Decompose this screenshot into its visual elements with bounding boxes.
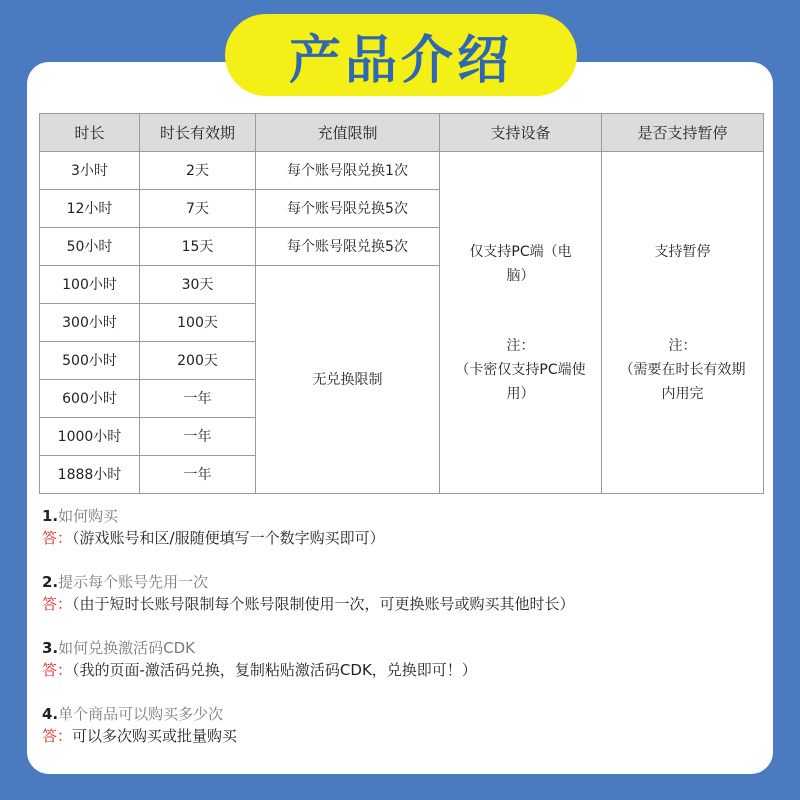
page-title: 产品介绍: [288, 30, 513, 91]
validity-cell: 7天: [140, 190, 256, 228]
limit-cell: 每个账号限兑换1次: [256, 152, 440, 190]
faq-answer: [42, 593, 762, 615]
table-row: [40, 152, 764, 190]
table-header-row: [40, 114, 764, 152]
header-device: 支持设备: [440, 114, 602, 152]
duration-cell: 12小时: [40, 190, 140, 228]
faq-answer-text: （由于短时长账号限制每个账号限制使用一次，可更换账号或购买其他时长）: [72, 595, 575, 613]
validity-cell: 2天: [140, 152, 256, 190]
faq-answer-label: 答：: [42, 529, 73, 547]
title-banner: [225, 14, 577, 96]
faq-answer: [42, 527, 762, 549]
header-pause: 是否支持暂停: [602, 114, 764, 152]
product-table: [39, 113, 764, 494]
duration-cell: 1000小时: [40, 418, 140, 456]
header-validity: 时长有效期: [140, 114, 256, 152]
faq-number: 2.: [42, 573, 59, 591]
faq-number: 4.: [42, 705, 59, 723]
faq-answer: [42, 725, 762, 747]
faq-answer-label: 答：: [42, 661, 73, 679]
faq-question-text: 单个商品可以购买多少次: [58, 705, 224, 723]
pause-cell: [602, 152, 764, 494]
duration-cell: 600小时: [40, 380, 140, 418]
faq-answer: [42, 659, 762, 681]
faq-answer-text: （游戏账号和区/服随便填写一个数字购买即可）: [72, 529, 385, 547]
limit-cell: 无兑换限制: [256, 266, 440, 494]
faq-question-text: 如何购买: [58, 507, 119, 525]
header-duration: 时长: [40, 114, 140, 152]
faq-number: 1.: [42, 507, 59, 525]
faq-question: [42, 703, 762, 725]
device-cell: [440, 152, 602, 494]
duration-cell: 500小时: [40, 342, 140, 380]
duration-cell: 3小时: [40, 152, 140, 190]
faq-answer-label: 答：: [42, 595, 73, 613]
header-limit: 充值限制: [256, 114, 440, 152]
pause-main: 支持暂停: [654, 243, 711, 260]
device-note: （卡密仅支持PC端使用）: [455, 361, 586, 402]
pause-note-label: 注：: [668, 337, 697, 354]
faq-answer-label: 答：: [42, 727, 73, 745]
validity-cell: 30天: [140, 266, 256, 304]
faq-question-text: 提示每个账号先用一次: [58, 573, 209, 591]
validity-cell: 一年: [140, 456, 256, 494]
validity-cell: 200天: [140, 342, 256, 380]
faq-question-text: 如何兑换激活码CDK: [58, 639, 196, 657]
limit-cell: 每个账号限兑换5次: [256, 190, 440, 228]
faq-number: 3.: [42, 639, 59, 657]
faq-question: [42, 637, 762, 659]
validity-cell: 一年: [140, 380, 256, 418]
faq-answer-text: （我的页面-激活码兑换，复制粘贴激活码CDK，兑换即可！）: [72, 661, 477, 679]
duration-cell: 300小时: [40, 304, 140, 342]
faq-section: [42, 505, 762, 769]
pause-note: （需要在时长有效期内用完: [619, 361, 746, 402]
validity-cell: 15天: [140, 228, 256, 266]
validity-cell: 一年: [140, 418, 256, 456]
duration-cell: 50小时: [40, 228, 140, 266]
faq-question: [42, 571, 762, 593]
duration-cell: 1888小时: [40, 456, 140, 494]
faq-answer-text: 可以多次购买或批量购买: [72, 727, 238, 745]
device-main: 仅支持PC端（电脑）: [469, 243, 572, 284]
faq-question: [42, 505, 762, 527]
duration-cell: 100小时: [40, 266, 140, 304]
device-note-label: 注：: [506, 337, 535, 354]
limit-cell: 每个账号限兑换5次: [256, 228, 440, 266]
validity-cell: 100天: [140, 304, 256, 342]
